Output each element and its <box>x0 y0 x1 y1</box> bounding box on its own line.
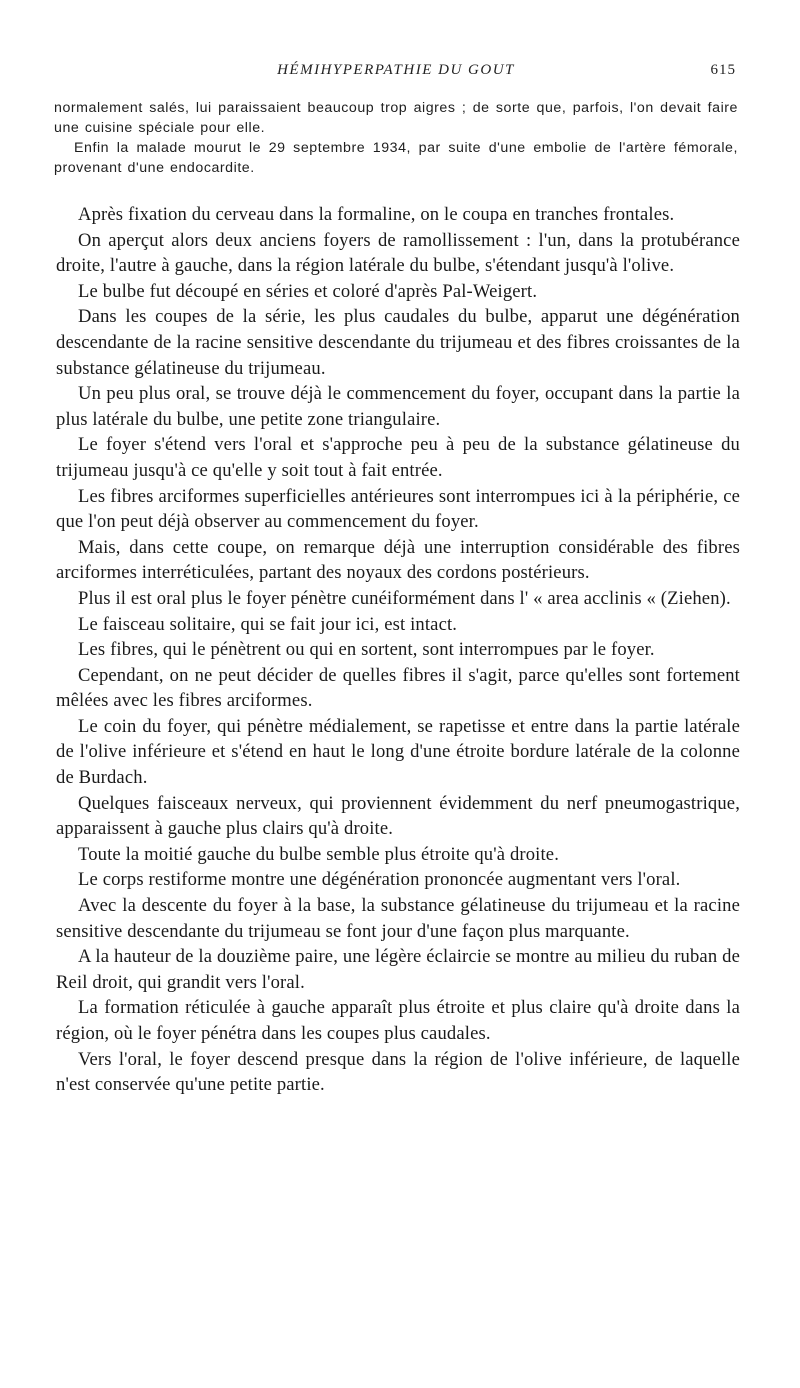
paragraph: La formation réticulée à gauche apparaît plus étroite et plus claire qu'à droite dans la région, où le foyer pénétra dans les coupes plus caudales. <box>56 997 740 1044</box>
paragraph: Avec la descente du foyer à la base, la substance gélatineuse du trijumeau et la racine sensitive descendante du trijumeau se font jour d'une façon plus marquante. <box>56 895 740 942</box>
paragraph: Un peu plus oral, se trouve déjà le commencement du foyer, occupant dans la partie la plus latérale du bulbe, une petite zone triangulaire. <box>56 383 740 430</box>
paragraph: Les fibres, qui le pénètrent ou qui en sortent, sont interrompues par le foyer. <box>78 639 655 661</box>
paragraph: Le corps restiforme montre une dégénération prononcée augmentant vers l'oral. <box>78 869 681 891</box>
case-note-paragraph: normalement salés, lui paraissaient beaucoup trop aigres ; de sorte que, parfois, l'on devait faire une cuisine spéciale pour elle. <box>54 100 738 136</box>
paragraph: A la hauteur de la douzième paire, une légère éclaircie se montre au milieu du ruban de Reil droit, qui grandit vers l'oral. <box>56 946 740 993</box>
paragraph: Cependant, on ne peut décider de quelles fibres il s'agit, parce qu'elles sont fortement mêlées avec les fibres arciformes. <box>56 664 740 712</box>
page-header <box>56 62 736 86</box>
paragraph: On aperçut alors deux anciens foyers de ramollissement : l'un, dans la protubérance droite, l'autre à gauche, dans la région latérale du bulbe, s'étendant jusqu'à l'olive. <box>56 229 740 277</box>
running-title: HÉMIHYPERPATHIE DU GOUT <box>277 62 515 78</box>
paragraph: Les fibres arciformes superficielles antérieures sont interrompues ici à la périphérie, ce que l'on peut déjà observer au commencement du foyer. <box>56 485 740 533</box>
case-notes <box>54 98 738 178</box>
paragraph: Toute la moitié gauche du bulbe semble plus étroite qu'à droite. <box>78 843 560 865</box>
paragraph: Dans les coupes de la série, les plus caudales du bulbe, apparut une dégénération descendante de la racine sensitive descendante du trijumeau et des fibres croissantes de la substance gélatineuse du trijumeau. <box>56 306 740 379</box>
paragraph: Vers l'oral, le foyer descend presque dans la région de l'olive inférieure, de laquelle n'est conservée qu'une petite partie. <box>56 1048 740 1096</box>
case-note-paragraph: Enfin la malade mourut le 29 septembre 1934, par suite d'une embolie de l'artère fémorale, provenant d'une endocardite. <box>54 140 738 176</box>
paragraph: Après fixation du cerveau dans la formaline, on le coupa en tranches frontales. <box>78 204 675 225</box>
paragraph: Plus il est oral plus le foyer pénètre cunéiformément dans l' « area acclinis « (Ziehen). <box>78 587 731 609</box>
paragraph: Le coin du foyer, qui pénètre médialement, se rapetisse et entre dans la partie latérale de l'olive inférieure et s'étend en haut le long d'une étroite bordure latérale de la colonne de Burdach. <box>56 715 740 789</box>
paragraph: Le faisceau solitaire, qui se fait jour ici, est intact. <box>78 613 458 635</box>
main-text <box>56 202 740 1098</box>
paragraph: Quelques faisceaux nerveux, qui proviennent évidemment du nerf pneumogastrique, apparaissent à gauche plus clairs qu'à droite. <box>56 792 740 840</box>
page-number: 615 <box>710 62 736 78</box>
paragraph: Le bulbe fut découpé en séries et coloré d'après Pal-Weigert. <box>78 280 538 302</box>
paragraph: Mais, dans cette coupe, on remarque déjà une interruption considérable des fibres arciformes interréticulées, partant des noyaux des cordons postérieurs. <box>56 536 740 584</box>
paragraph: Le foyer s'étend vers l'oral et s'approche peu à peu de la substance gélatineuse du trijumeau jusqu'à ce qu'elle y soit tout à fait entrée. <box>56 434 740 481</box>
